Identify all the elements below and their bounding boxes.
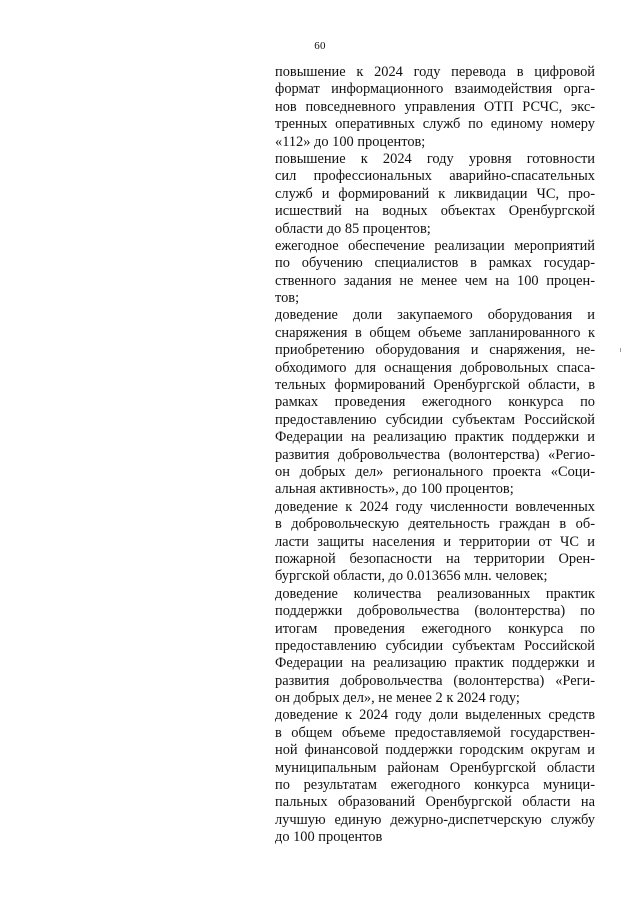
document-body (275, 64, 595, 847)
text-line: в добровольческую деятельность граждан в об- (275, 516, 595, 533)
list-item (275, 238, 595, 308)
text-line: по обучению специалистов в рамках государ- (275, 255, 595, 272)
text-line: Федерации на реализацию практик поддержки и (275, 429, 595, 446)
text-line: развития добровольчества (волонтерства) «Реги- (275, 672, 595, 689)
text-line: исшествий на водных объектах Оренбургской (275, 203, 595, 220)
text-line: снаряжения в общем объеме запланированного к (275, 324, 595, 341)
text-line: обходимого для оснащения добровольных спаса- (275, 359, 595, 376)
text-line: в общем объеме предоставляемой государствен- (275, 724, 595, 741)
text-line: предоставлению субсидии субъектам Российской (275, 411, 595, 428)
text-line: по результатам ежегодного конкурса муници- (275, 777, 595, 794)
text-line: рамках проведения ежегодного конкурса по (275, 394, 595, 411)
text-line: пожарной безопасности на территории Орен- (275, 550, 595, 567)
text-line: развития добровольчества (волонтерства) «Регио- (275, 446, 595, 463)
text-line: нов повседневного управления ОТП РСЧС, экс- (275, 98, 595, 115)
text-line: Федерации на реализацию практик поддержки и (275, 655, 595, 672)
text-line: повышение к 2024 году перевода в цифровой (275, 64, 595, 80)
list-item (275, 307, 595, 498)
margin-mark (620, 348, 621, 352)
list-item (275, 707, 595, 846)
text-line: он добрых дел» регионального проекта «Соци- (275, 463, 595, 480)
text-line: доведение к 2024 году численности вовлеченных (275, 498, 595, 515)
text-line: до 100 процентов (275, 829, 383, 846)
text-line: тельных формирований Оренбургской области, в (275, 377, 595, 394)
text-line: альная активность», до 100 процентов; (275, 481, 514, 498)
list-item (275, 64, 595, 151)
list-item (275, 151, 595, 238)
text-line: служб и формирований к ликвидации ЧС, про- (275, 185, 595, 202)
text-line: он добрых дел», не менее 2 к 2024 году; (275, 690, 520, 707)
text-line: доведение к 2024 году доли выделенных средств (275, 707, 595, 724)
text-line: поддержки добровольчества (волонтерства) по (275, 603, 595, 620)
text-line: сил профессиональных аварийно-спасательных (275, 168, 595, 185)
text-line: доведение доли закупаемого оборудования и (275, 307, 595, 324)
text-line: предоставлению субсидии субъектам Российской (275, 637, 595, 654)
text-line: лучшую единую дежурно-диспетчерскую службу (275, 811, 595, 828)
text-line: тренных оперативных служб по единому номеру (275, 116, 595, 133)
text-line: ной финансовой поддержки городским округам и (275, 742, 595, 759)
text-line: муниципальным районам Оренбургской области (275, 759, 595, 776)
text-line: доведение количества реализованных практик (275, 585, 595, 602)
text-line: ежегодное обеспечение реализации мероприятий (275, 237, 595, 254)
page-number: 60 (314, 40, 326, 52)
text-line: ственного задания не менее чем на 100 процен- (275, 272, 595, 289)
text-line: приобретению оборудования и снаряжения, не- (275, 342, 595, 359)
text-line: «112» до 100 процентов; (275, 133, 426, 150)
text-line: итогам проведения ежегодного конкурса по (275, 620, 595, 637)
text-line: бургской области, до 0.013656 млн. человек; (275, 568, 548, 585)
list-item (275, 499, 595, 586)
text-line: пальных образований Оренбургской области на (275, 794, 595, 811)
text-line: ласти защиты населения и территории от ЧС и (275, 533, 595, 550)
list-item (275, 586, 595, 708)
text-line: формат информационного взаимодействия орга- (275, 81, 595, 98)
text-line: тов; (275, 290, 300, 307)
text-line: повышение к 2024 году уровня готовности (275, 150, 595, 167)
text-line: области до 85 процентов; (275, 220, 431, 237)
